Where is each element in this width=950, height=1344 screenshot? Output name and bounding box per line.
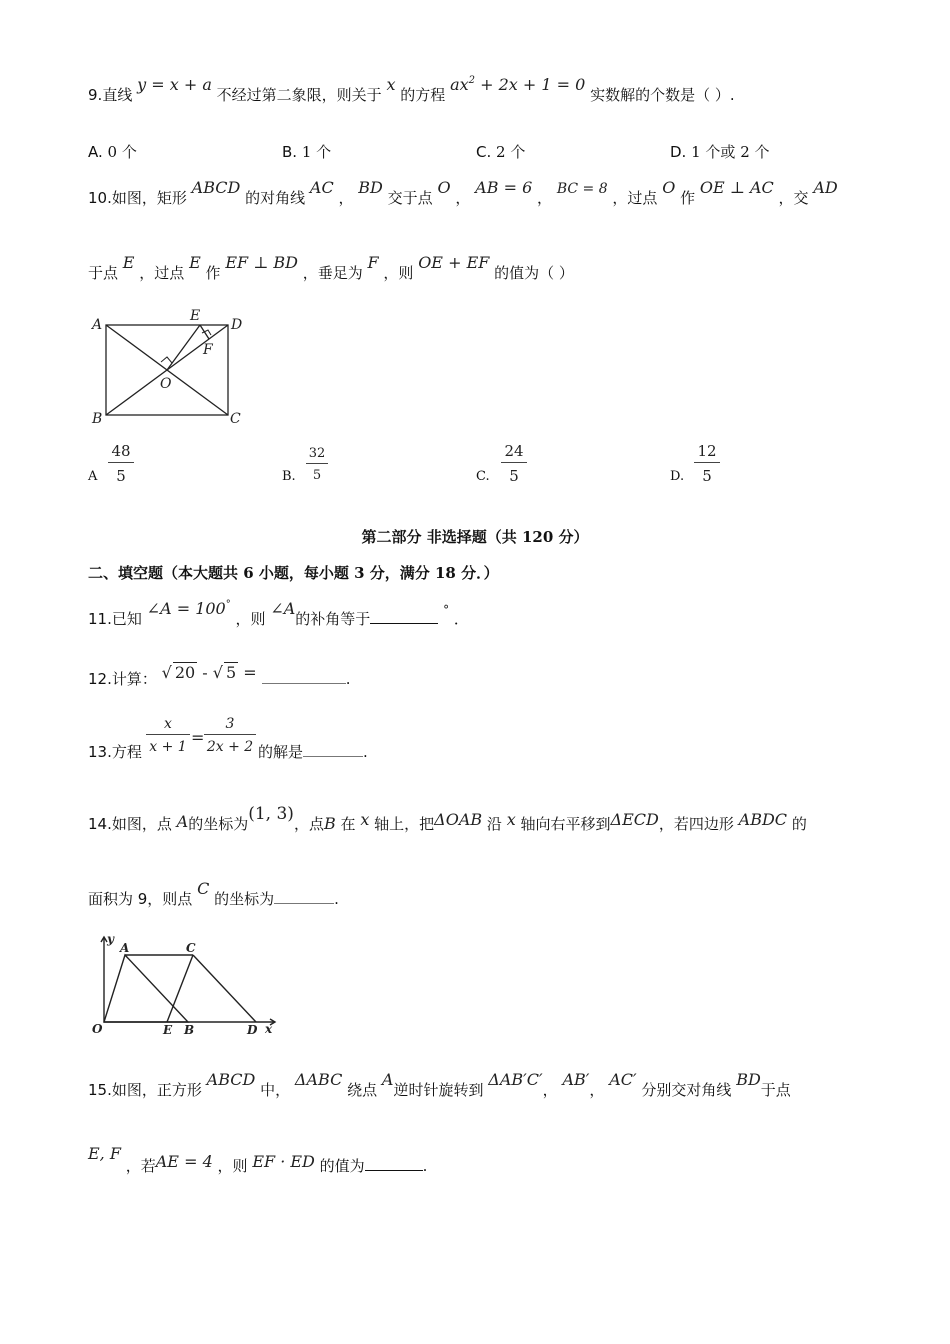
q14-line-1 bbox=[88, 804, 807, 834]
q15-number: 15. bbox=[88, 1081, 112, 1099]
q9-math-1: y = x + a bbox=[137, 75, 212, 94]
q14-math-4: x bbox=[360, 810, 370, 829]
q10-text-4: 交于点 bbox=[387, 189, 433, 207]
q15-line2-text-3: 的值为 bbox=[319, 1157, 365, 1175]
q10-label-c: C bbox=[230, 411, 241, 427]
q12-answer-blank[interactable] bbox=[262, 683, 346, 684]
q14-math-5: ΔOAB bbox=[434, 810, 483, 829]
q10-option-b-den: 5 bbox=[312, 468, 322, 483]
q10-text-6: ， bbox=[537, 189, 553, 207]
q13-equals: = bbox=[191, 728, 205, 747]
q15-line2-end: . bbox=[422, 1157, 428, 1175]
q10-text-7: ，过点 bbox=[612, 189, 658, 207]
q15-math-4: ΔAB′C′ bbox=[488, 1070, 543, 1089]
q14-answer-blank[interactable] bbox=[274, 903, 334, 904]
q14-label-y: y bbox=[107, 932, 114, 946]
q15-text-2: 中， bbox=[260, 1081, 291, 1099]
q15-text-1: 如图，正方形 bbox=[111, 1081, 202, 1099]
q11-math-1-main: ∠A = 100 bbox=[146, 599, 226, 618]
q10-text-8: 作 bbox=[680, 189, 696, 207]
q10-line2-math-2: E bbox=[189, 253, 201, 272]
q10-math-7: O bbox=[662, 178, 676, 197]
q13-suffix bbox=[258, 741, 368, 762]
q11-text-1: 已知 bbox=[111, 610, 142, 628]
q11-math-1 bbox=[147, 599, 231, 618]
q14-triangle-oab bbox=[104, 955, 188, 1022]
q10-option-d-den: 5 bbox=[702, 467, 712, 485]
q14-segment-cd bbox=[193, 955, 256, 1022]
q9-option-d-label: D. bbox=[670, 143, 687, 161]
q10-line2-math-5: OE + EF bbox=[418, 253, 490, 272]
q15-math-3: A bbox=[381, 1070, 394, 1089]
q14-line-2 bbox=[88, 879, 339, 909]
q15-line2-text-2: ，则 bbox=[217, 1157, 248, 1175]
q15-line2-text-1: ，若 bbox=[125, 1157, 156, 1175]
q10-line2-math-3: EF ⊥ BD bbox=[225, 253, 298, 272]
q11-end: ． bbox=[453, 610, 469, 628]
q15-line2-math-1: E, F bbox=[88, 1144, 121, 1163]
q14-text-1: 如图，点 bbox=[111, 815, 172, 833]
q15-line2-math-3: EF · ED bbox=[252, 1152, 315, 1171]
q14-math-7: ΔECD bbox=[610, 810, 659, 829]
q10-option-c-num: 24 bbox=[504, 442, 524, 460]
q10-label-d: D bbox=[231, 317, 243, 333]
q10-line2-text-4: ，垂足为 bbox=[302, 264, 363, 282]
q12-number: 12. bbox=[88, 670, 112, 688]
q10-label-o: O bbox=[160, 376, 172, 392]
q12-math: √ 20 - √ 5 = bbox=[161, 663, 262, 682]
q10-option-a-den: 5 bbox=[116, 467, 126, 485]
q10-line2-text-6: 的值为（ ） bbox=[494, 264, 574, 282]
q10-option-b-fraction bbox=[306, 446, 328, 483]
q9-math-2: x bbox=[386, 75, 396, 94]
q15-text-8: 于点 bbox=[760, 1081, 791, 1099]
q9-option-a bbox=[88, 141, 137, 162]
q9-text-1: 直线 bbox=[102, 86, 133, 104]
q14-label-a: A bbox=[120, 941, 130, 955]
q9-option-b bbox=[282, 141, 331, 162]
q9-option-b-value: 1 个 bbox=[301, 143, 332, 161]
q11-line bbox=[88, 599, 469, 629]
q13-end: . bbox=[363, 743, 368, 761]
q10-option-c-label: C. bbox=[476, 469, 490, 484]
q11-math-2: ∠A bbox=[270, 599, 296, 618]
q9-math-3sup: 2 bbox=[468, 75, 475, 86]
q10-label-b: B bbox=[92, 411, 103, 427]
q14-label-x: x bbox=[265, 1022, 273, 1036]
q10-text-2: 的对角线 bbox=[245, 189, 306, 207]
q14-line2-text-1: 面积为 9，则点 bbox=[88, 890, 193, 908]
q15-math-2: ΔABC bbox=[294, 1070, 343, 1089]
q10-option-b-label: B. bbox=[282, 469, 296, 484]
q15-answer-blank[interactable] bbox=[365, 1170, 423, 1171]
q10-right-angle-o bbox=[161, 357, 172, 363]
q11-answer-blank[interactable] bbox=[370, 623, 438, 624]
q14-text-9: 的 bbox=[791, 815, 807, 833]
q14-line2-end: . bbox=[334, 890, 339, 908]
q10-option-c-fraction bbox=[501, 442, 527, 485]
q12-radicand-1: 20 bbox=[174, 663, 196, 682]
q15-text-5: ， bbox=[542, 1081, 558, 1099]
q14-math-3: B bbox=[323, 814, 336, 833]
q10-line2-text-2: ，过点 bbox=[139, 264, 185, 282]
q12-end: . bbox=[345, 670, 351, 688]
q15-text-4: 逆时针旋转到 bbox=[393, 1081, 484, 1099]
q13-text-2: 的解是 bbox=[258, 743, 304, 761]
q9-option-a-value: 0 个 bbox=[107, 143, 137, 161]
q11-math-1-degree: ° bbox=[225, 599, 231, 610]
q10-math-6: BC = 8 bbox=[556, 181, 608, 197]
q10-math-1: ABCD bbox=[191, 178, 241, 197]
q14-text-8: ，若四边形 bbox=[658, 815, 734, 833]
q9-math-3a: ax bbox=[450, 75, 469, 94]
q15-text-6: ， bbox=[589, 1081, 605, 1099]
q10-text-1: 如图，矩形 bbox=[111, 189, 187, 207]
q14-math-8: ABDC bbox=[738, 810, 788, 829]
part-2-title: 第二部分 非选择题（共 120 分） bbox=[361, 528, 589, 546]
q15-math-5: AB′ bbox=[562, 1070, 590, 1089]
section-2-title: 二、填空题（本大题共 6 小题，每小题 3 分，满分 18 分．） bbox=[88, 564, 499, 582]
q14-text-2: 的坐标为 bbox=[188, 815, 249, 833]
q10-option-a-label: A bbox=[88, 469, 98, 484]
q14-coordinate-figure bbox=[88, 930, 288, 1038]
q15-math-6: AC′ bbox=[609, 1070, 637, 1089]
q10-line-2 bbox=[88, 253, 574, 283]
q13-fraction-2 bbox=[204, 716, 256, 755]
q14-label-b: B bbox=[184, 1023, 195, 1037]
q14-number: 14. bbox=[88, 815, 112, 833]
q14-math-2: (1, 3) bbox=[248, 804, 294, 824]
q9-text-3: 的方程 bbox=[400, 86, 446, 104]
q14-line2-math-1: C bbox=[197, 879, 210, 898]
q15-line-1 bbox=[88, 1070, 791, 1100]
q10-math-2: AC bbox=[309, 178, 334, 197]
q15-text-3: 绕点 bbox=[347, 1081, 378, 1099]
q14-math-1: A bbox=[176, 812, 189, 831]
q10-text-3: ， bbox=[338, 189, 354, 207]
q10-option-a-fraction bbox=[108, 442, 134, 485]
q10-math-8: OE ⊥ AC bbox=[699, 178, 774, 197]
q15-line2-math-2: AE = 4 bbox=[155, 1152, 213, 1171]
q10-line2-text-3: 作 bbox=[205, 264, 221, 282]
q14-label-o: O bbox=[92, 1022, 103, 1036]
q9-option-b-label: B. bbox=[282, 143, 298, 161]
q15-line-2 bbox=[88, 1144, 428, 1176]
q10-option-c-den: 5 bbox=[509, 467, 519, 485]
q15-math-1: ABCD bbox=[206, 1070, 256, 1089]
q13-f2-num: 3 bbox=[225, 716, 235, 732]
q9-option-d bbox=[670, 141, 770, 162]
q13-text-1: 方程 bbox=[111, 743, 142, 761]
q14-text-5: 轴上，把 bbox=[374, 815, 435, 833]
q9-text-4: 实数解的个数是（ ）. bbox=[590, 86, 735, 104]
q14-label-c: C bbox=[186, 941, 196, 955]
q10-number: 10. bbox=[88, 189, 112, 207]
q12-text-1: 计算： bbox=[111, 670, 157, 688]
q11-text-3: 的补角等于 bbox=[295, 610, 371, 628]
q13-prefix bbox=[88, 741, 142, 762]
q13-answer-blank[interactable] bbox=[303, 756, 363, 757]
q15-text-7: 分别交对角线 bbox=[641, 1081, 732, 1099]
q13-f1-num: x bbox=[164, 716, 172, 732]
q10-option-a-num: 48 bbox=[111, 442, 131, 460]
q14-label-e: E bbox=[163, 1023, 173, 1037]
q10-line2-text-5: ，则 bbox=[383, 264, 414, 282]
q14-label-d: D bbox=[247, 1023, 258, 1037]
q9-text-2: 不经过第二象限，则关于 bbox=[216, 86, 382, 104]
q9-math-3 bbox=[450, 75, 585, 94]
q11-number: 11. bbox=[88, 610, 112, 628]
q14-line2-text-2: 的坐标为 bbox=[214, 890, 275, 908]
q10-math-3: BD bbox=[358, 178, 383, 197]
q10-option-d-label: D. bbox=[670, 469, 685, 484]
q10-rectangle-figure bbox=[86, 300, 256, 435]
q9-option-c-label: C. bbox=[476, 143, 492, 161]
q14-text-3: ，点 bbox=[293, 815, 324, 833]
q13-number: 13. bbox=[88, 743, 112, 761]
q12-radicand-2: 5 bbox=[226, 663, 237, 682]
q10-text-9: ，交 bbox=[778, 189, 809, 207]
q10-math-5: AB = 6 bbox=[475, 178, 533, 197]
q9-option-a-label: A. bbox=[88, 143, 103, 161]
q12-minus: - bbox=[197, 663, 213, 682]
q14-segment-ce bbox=[167, 955, 193, 1022]
q10-line2-math-1: E bbox=[122, 253, 135, 272]
q15-math-7: BD bbox=[736, 1070, 761, 1089]
q10-label-a: A bbox=[92, 317, 103, 333]
q10-line2-math-4: F bbox=[367, 253, 379, 272]
q10-math-9: AD bbox=[813, 178, 838, 197]
q12-line bbox=[88, 663, 351, 689]
q13-f2-den: 2x + 2 bbox=[206, 739, 254, 755]
q10-option-d-num: 12 bbox=[697, 442, 717, 460]
q10-option-d-fraction bbox=[694, 442, 720, 485]
q9-option-d-value: 1 个或 2 个 bbox=[691, 143, 770, 161]
q10-label-f: F bbox=[203, 342, 213, 358]
q10-math-4: O bbox=[437, 178, 451, 197]
q9-option-c bbox=[476, 141, 525, 162]
q10-label-e: E bbox=[190, 308, 201, 324]
q13-fraction-1 bbox=[146, 716, 190, 755]
q14-math-6: x bbox=[506, 810, 516, 829]
q10-text-5: ， bbox=[455, 189, 471, 207]
q12-equals: = bbox=[238, 663, 262, 682]
q9-math-3b: + 2x + 1 = 0 bbox=[475, 75, 586, 94]
q9-line bbox=[88, 75, 735, 105]
q14-text-4: 在 bbox=[340, 815, 356, 833]
q10-segment-oe bbox=[167, 325, 200, 370]
q10-option-b-num: 32 bbox=[308, 446, 326, 461]
q14-text-6: 沿 bbox=[486, 815, 502, 833]
q9-number: 9. bbox=[88, 86, 103, 104]
q14-text-7: 轴向右平移到 bbox=[520, 815, 611, 833]
q10-line2-text-1: 于点 bbox=[88, 264, 119, 282]
q11-degree-sign: ° bbox=[443, 603, 450, 617]
q10-line-1 bbox=[88, 178, 838, 208]
q9-option-c-value: 2 个 bbox=[496, 143, 526, 161]
q13-f1-den: x + 1 bbox=[149, 739, 187, 755]
q11-text-2: ，则 bbox=[235, 610, 266, 628]
